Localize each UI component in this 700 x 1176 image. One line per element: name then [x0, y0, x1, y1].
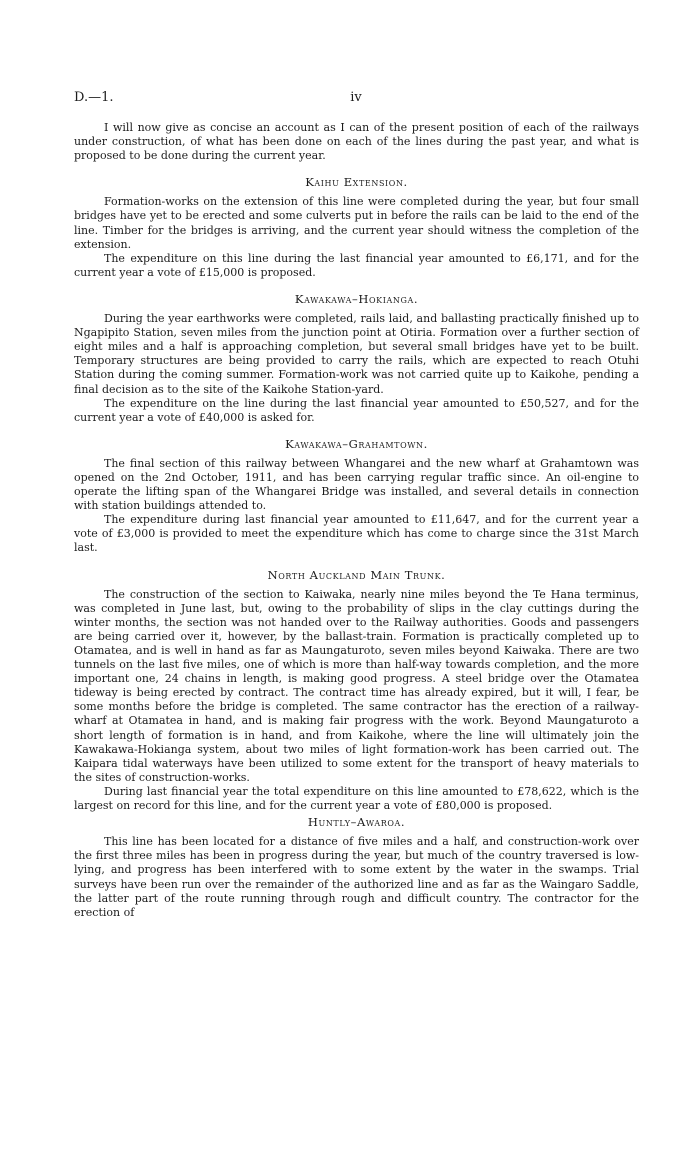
- section-huntly-awaroa: [74, 815, 639, 920]
- section-heading: North Auckland Main Trunk.: [267, 567, 446, 582]
- section-heading: Kaihu Extension.: [305, 175, 408, 190]
- paragraph: The construction of the section to Kaiwaka, nearly nine miles beyond the Te Hana terminus, was completed in June last, but, owing to the probability of slips in the clay cuttings during the winter months, the section was not handed over to the Railway authorities. Goods and passengers are being carried over it, however, by the ballast-train. Formation is practically completed up to Otamatea, and is well in hand as far as Maungaturoto, seven miles beyond Kaiwaka. There are two tunnels on the last five miles, one of which is more than half-way towards completion, and the more important one, 24 chains in length, is making good progress. A steel bridge over the Otamatea tideway is being erected by contract. The contract time has already expired, but it will, I fear, be some months before the bridge is completed. The same contractor has the erection of a railway-wharf at Otamatea in hand, and is making fair progress with the work. Beyond Maungaturoto a short length of formation is in hand, and from Kaikohe, where the line will ultimately join the Kawakawa-Hokianga system, about two miles of light formation-work has been carried out. The Kaipara tidal waterways have been utilized to some extent for the transport of heavy materials to the sites of construction-works.: [74, 587, 639, 784]
- document-body: [74, 121, 639, 920]
- section-north-auckland-main-trunk: [74, 568, 639, 814]
- paragraph: The final section of this railway between Whangarei and the new wharf at Grahamtown was opened on the 2nd October, 1911, and has been carrying regular traffic since. An oil-engine to operate the lifting span of the Whangarei Bridge was installed, and several details in connection with station buildings attended to.: [74, 456, 639, 513]
- intro-paragraph: I will now give as concise an account as I can of the present position of each of the railways under construction, of what has been done on each of the lines during the past year, and what is proposed to be done during the current year.: [74, 121, 639, 163]
- paragraph: Formation-works on the extension of this line were completed during the year, but four small bridges have yet to be erected and some culverts put in before the rails can be laid to the end of the line. Timber for the bridges is arriving, and the current year should witness the completion of the extension.: [74, 195, 639, 251]
- section-kaihu-extension: [74, 175, 639, 280]
- page-number: iv: [350, 90, 362, 105]
- section-heading: Kawakawa–Grahamtown.: [285, 436, 428, 451]
- paragraph: During the year earthworks were completed, rails laid, and ballasting practically finished up to Ngapipito Station, seven miles from the junction point at Otiria. Formation over a further section of eight miles and a half is approaching completion, but several small bridges have yet to be built. Temporary structures are being provided to carry the rails, which are expected to reach Otuhi Station during the coming summer. Formation-work was not carried quite up to Kaikohe, pending a final decision as to the site of the Kaikohe Station-yard.: [74, 312, 639, 396]
- paragraph: During last financial year the total expenditure on this line amounted to £78,622, which is the largest on record for this line, and for the current year a vote of £80,000 is proposed.: [74, 784, 639, 813]
- page-header: [74, 90, 638, 106]
- section-heading: Kawakawa–Hokianga.: [294, 291, 419, 306]
- section-heading: Huntly–Awaroa.: [307, 815, 406, 830]
- document-reference: D.—1.: [74, 90, 114, 105]
- paragraph: This line has been located for a distance of five miles and a half, and construction-work over the first three miles has been in progress during the year, but much of the country traversed is low-lying, and progress has been interfered with to some extent by the water in the swamps. Trial surveys have been run over the remainder of the authorized line and as far as the Waingaro Saddle, the latter part of the route running through rough and difficult country. The contractor for the erection of: [74, 835, 639, 919]
- paragraph: The expenditure on the line during the last financial year amounted to £50,527, and for the current year a vote of £40,000 is asked for.: [74, 396, 639, 424]
- section-kawakawa-hokianga: [74, 292, 639, 425]
- paragraph: The expenditure during last financial year amounted to £11,647, and for the current year a vote of £3,000 is provided to meet the expenditure which has come to charge since the 31st March last.: [74, 513, 639, 555]
- paragraph: The expenditure on this line during the last financial year amounted to £6,171, and for the current year a vote of £15,000 is proposed.: [74, 251, 639, 279]
- section-kawakawa-grahamtown: [74, 437, 639, 556]
